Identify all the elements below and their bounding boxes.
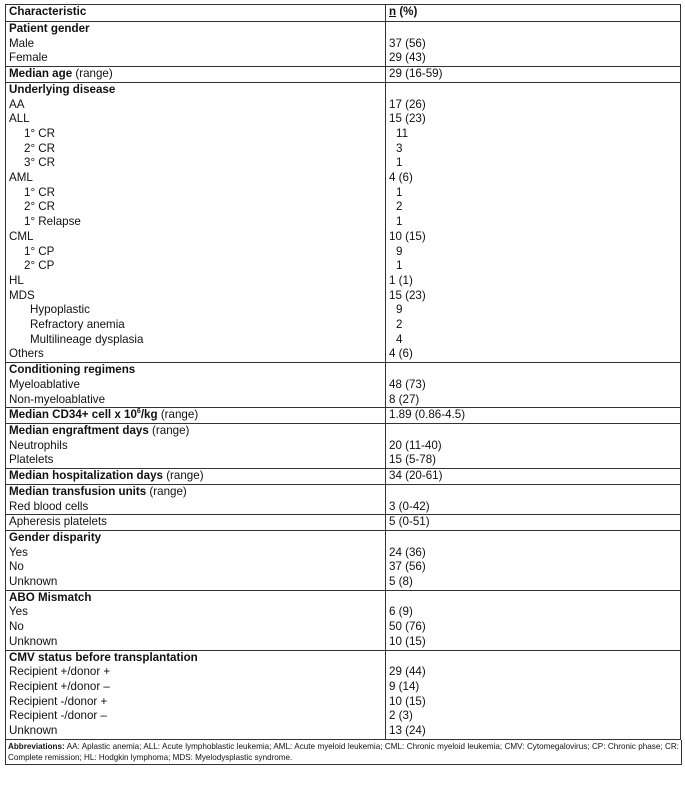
- row-value: 9 (14): [386, 680, 681, 695]
- row-value: [386, 530, 681, 545]
- row-label: 1° CP: [6, 245, 386, 260]
- row-value: 5 (0-51): [386, 515, 681, 531]
- table-row: [6, 620, 681, 635]
- table-row: [6, 274, 681, 289]
- section-title: [6, 469, 386, 485]
- row-value: 6 (9): [386, 605, 681, 620]
- row-value: 29 (43): [386, 51, 681, 66]
- row-label: Unknown: [6, 724, 386, 739]
- row-value: [386, 590, 681, 605]
- characteristics-table: [5, 4, 681, 740]
- table-row: [6, 560, 681, 575]
- row-value: 24 (36): [386, 546, 681, 561]
- row-label: Yes: [6, 546, 386, 561]
- row-value: 50 (76): [386, 620, 681, 635]
- row-value: 9: [386, 303, 681, 318]
- row-value: 2 (3): [386, 709, 681, 724]
- table-row: [6, 186, 681, 201]
- row-label: 3° CR: [6, 156, 386, 171]
- row-label: HL: [6, 274, 386, 289]
- row-label: Apheresis platelets: [6, 515, 386, 531]
- table-row: [6, 680, 681, 695]
- row-value: 1: [386, 186, 681, 201]
- row-label: Unknown: [6, 575, 386, 590]
- table-row: [6, 245, 681, 260]
- section-row: [6, 650, 681, 665]
- row-label: MDS: [6, 289, 386, 304]
- row-label: Refractory anemia: [6, 318, 386, 333]
- row-value: 1 (1): [386, 274, 681, 289]
- section-title-text: Median engraftment days: [9, 423, 149, 437]
- row-value: [386, 650, 681, 665]
- table-row: [6, 347, 681, 362]
- row-label: ALL: [6, 112, 386, 127]
- section-title-text: Median age: [9, 67, 73, 81]
- row-label: Red blood cells: [6, 500, 386, 515]
- row-label: No: [6, 560, 386, 575]
- table-row: [6, 575, 681, 590]
- section-row: [6, 67, 681, 83]
- row-value: 15 (23): [386, 112, 681, 127]
- row-label: No: [6, 620, 386, 635]
- row-value: 10 (15): [386, 635, 681, 650]
- header-n-percent: [386, 5, 681, 22]
- row-value: 1.89 (0.86-4.5): [386, 408, 681, 424]
- row-label: 2° CP: [6, 259, 386, 274]
- table-row: [6, 259, 681, 274]
- row-value: [386, 82, 681, 97]
- table-row: [6, 51, 681, 66]
- row-value: 15 (5-78): [386, 453, 681, 468]
- table-row: [6, 709, 681, 724]
- section-row: [6, 408, 681, 424]
- row-value: 29 (44): [386, 665, 681, 680]
- row-value: 20 (11-40): [386, 439, 681, 454]
- row-value: 37 (56): [386, 560, 681, 575]
- row-value: [386, 363, 681, 378]
- range-note: (range): [157, 408, 199, 422]
- table-row: [6, 605, 681, 620]
- row-value: 2: [386, 200, 681, 215]
- section-row: [6, 530, 681, 545]
- section-row: [6, 22, 681, 37]
- table-row: [6, 200, 681, 215]
- row-label: Recipient -/donor –: [6, 709, 386, 724]
- footnote-text: AA: Aplastic anemia; ALL: Acute lymphoblastic leukemia; AML: Acute myeloid leukemia; CML: Chronic myeloid leukemia; CMV: Cytomegalovirus; CP: Chronic phase; CR: Complete remission; HL: Hodgkin lymphoma; MDS: Myelodysplastic syndrome.: [8, 741, 679, 762]
- unit-text: /kg: [140, 408, 158, 422]
- row-label: Recipient -/donor +: [6, 695, 386, 710]
- section-title: ABO Mismatch: [6, 590, 386, 605]
- table-row: [6, 515, 681, 531]
- row-label: Male: [6, 37, 386, 52]
- section-title: Gender disparity: [6, 530, 386, 545]
- table-row: [6, 156, 681, 171]
- row-label: Female: [6, 51, 386, 66]
- range-note: (range): [162, 469, 204, 483]
- header-percent: (%): [396, 5, 418, 18]
- row-label: Myeloablative: [6, 378, 386, 393]
- table-row: [6, 378, 681, 393]
- superscript: 6: [136, 408, 141, 416]
- table-row: [6, 665, 681, 680]
- row-value: 37 (56): [386, 37, 681, 52]
- row-label: 1° CR: [6, 186, 386, 201]
- row-value: 13 (24): [386, 724, 681, 739]
- row-label: Yes: [6, 605, 386, 620]
- table-row: [6, 393, 681, 408]
- range-note: (range): [72, 67, 113, 81]
- header-characteristic: Characteristic: [6, 5, 386, 22]
- row-value: 17 (26): [386, 98, 681, 113]
- row-value: 11: [386, 127, 681, 142]
- table-row: [6, 546, 681, 561]
- row-value: 10 (15): [386, 695, 681, 710]
- section-row: [6, 484, 681, 499]
- section-title: Patient gender: [6, 22, 386, 37]
- range-note: (range): [146, 484, 187, 498]
- row-value: 8 (27): [386, 393, 681, 408]
- table-row: [6, 439, 681, 454]
- row-value: 4: [386, 333, 681, 348]
- table-row: [6, 724, 681, 739]
- section-title-text: Median hospitalization days: [9, 469, 163, 483]
- row-value: 1: [386, 156, 681, 171]
- table-row: [6, 695, 681, 710]
- row-value: 3: [386, 142, 681, 157]
- row-label: Recipient +/donor –: [6, 680, 386, 695]
- table-row: [6, 333, 681, 348]
- table-row: [6, 500, 681, 515]
- row-label: Hypoplastic: [6, 303, 386, 318]
- row-value: 5 (8): [386, 575, 681, 590]
- abbreviations-footnote: [5, 740, 682, 765]
- section-title: Conditioning regimens: [6, 363, 386, 378]
- header-row: [6, 5, 681, 22]
- row-value: 4 (6): [386, 171, 681, 186]
- section-title: [6, 423, 386, 438]
- table-row: [6, 230, 681, 245]
- row-value: 15 (23): [386, 289, 681, 304]
- section-row: [6, 469, 681, 485]
- section-row: [6, 423, 681, 438]
- row-value: [386, 484, 681, 499]
- row-label: CML: [6, 230, 386, 245]
- section-row: [6, 363, 681, 378]
- row-label: Others: [6, 347, 386, 362]
- section-row: [6, 82, 681, 97]
- section-title-text: Median CD34+ cell x 10: [9, 408, 137, 422]
- table-row: [6, 215, 681, 230]
- row-label: 1° CR: [6, 127, 386, 142]
- row-label: AML: [6, 171, 386, 186]
- row-label: 2° CR: [6, 200, 386, 215]
- row-label: Unknown: [6, 635, 386, 650]
- row-value: 1: [386, 215, 681, 230]
- table-row: [6, 171, 681, 186]
- row-value: 1: [386, 259, 681, 274]
- row-label: AA: [6, 98, 386, 113]
- row-value: 34 (20-61): [386, 469, 681, 485]
- row-value: 2: [386, 318, 681, 333]
- table-row: [6, 37, 681, 52]
- row-value: 48 (73): [386, 378, 681, 393]
- table-row: [6, 303, 681, 318]
- row-label: Non-myeloablative: [6, 393, 386, 408]
- section-title: [6, 67, 386, 83]
- row-value: 9: [386, 245, 681, 260]
- row-value: [386, 22, 681, 37]
- row-label: 2° CR: [6, 142, 386, 157]
- section-title: Underlying disease: [6, 82, 386, 97]
- row-label: Platelets: [6, 453, 386, 468]
- row-value: 4 (6): [386, 347, 681, 362]
- table-row: [6, 635, 681, 650]
- section-row: [6, 590, 681, 605]
- row-label: 1° Relapse: [6, 215, 386, 230]
- row-label: Multilineage dysplasia: [6, 333, 386, 348]
- table-row: [6, 453, 681, 468]
- row-value: 3 (0-42): [386, 500, 681, 515]
- footnote-label: Abbreviations:: [8, 741, 65, 751]
- table-row: [6, 127, 681, 142]
- row-value: 10 (15): [386, 230, 681, 245]
- section-title: [6, 408, 386, 424]
- characteristics-table-document: [5, 4, 680, 765]
- section-title: [6, 484, 386, 499]
- range-note: (range): [148, 423, 190, 437]
- section-title: CMV status before transplantation: [6, 650, 386, 665]
- table-row: [6, 98, 681, 113]
- table-row: [6, 318, 681, 333]
- row-label: Neutrophils: [6, 439, 386, 454]
- table-row: [6, 112, 681, 127]
- header-n: n: [389, 5, 397, 18]
- row-value: 29 (16-59): [386, 67, 681, 83]
- table-row: [6, 289, 681, 304]
- row-label: Recipient +/donor +: [6, 665, 386, 680]
- row-value: [386, 423, 681, 438]
- table-row: [6, 142, 681, 157]
- section-title-text: Median transfusion units: [9, 484, 147, 498]
